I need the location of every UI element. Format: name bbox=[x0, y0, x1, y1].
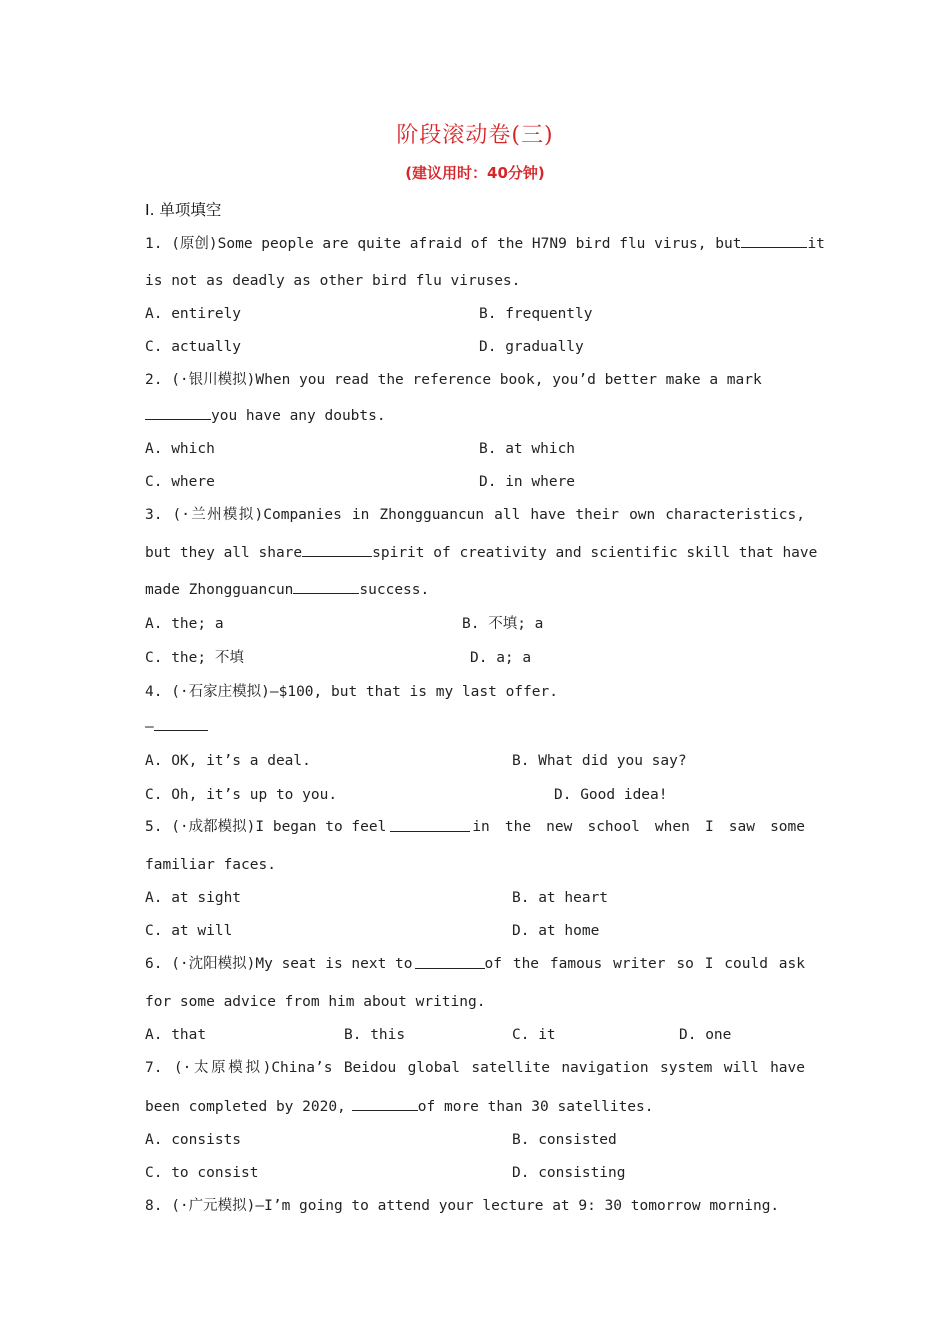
option-b: B. this bbox=[344, 1027, 406, 1043]
option-c: C. it bbox=[512, 1027, 556, 1043]
question-text: but they all share bbox=[145, 545, 303, 561]
question-6-line-1 bbox=[145, 954, 805, 974]
option-b: B. at heart bbox=[512, 890, 609, 906]
option-d: D. a; a bbox=[470, 650, 532, 666]
question-7-line-1: 7. (·太原模拟)China’s Beidou global satellite navigation system will have bbox=[145, 1060, 805, 1076]
answer-blank bbox=[145, 405, 211, 420]
option-d: D. at home bbox=[512, 923, 600, 939]
option-a: A. at sight bbox=[145, 890, 242, 906]
question-4-line-1: 4. (·石家庄模拟)—$100, but that is my last offer. bbox=[145, 684, 558, 700]
question-text: 6. (·沈阳模拟)My seat is next to bbox=[145, 956, 413, 972]
option-b: B. What did you say? bbox=[512, 753, 687, 769]
question-8-line-1: 8. (·广元模拟)—I’m going to attend your lecture at 9: 30 tomorrow morning. bbox=[145, 1198, 780, 1214]
answer-blank bbox=[293, 579, 359, 594]
option-b: B. at which bbox=[479, 441, 576, 457]
question-text: in the new school when I saw some bbox=[472, 819, 805, 835]
option-c: C. where bbox=[145, 474, 215, 490]
option-a: A. OK, it’s a deal. bbox=[145, 753, 311, 769]
question-5-line-2: familiar faces. bbox=[145, 857, 276, 873]
answer-blank bbox=[302, 542, 372, 557]
question-text: been completed by 2020, bbox=[145, 1099, 346, 1115]
question-7-line-2 bbox=[145, 1096, 805, 1117]
page-title: 阶段滚动卷(三) bbox=[396, 123, 554, 148]
option-a: A. entirely bbox=[145, 306, 242, 322]
question-1-line-1 bbox=[145, 233, 825, 254]
option-c: C. the; 不填 bbox=[145, 650, 244, 666]
answer-blank bbox=[415, 954, 485, 969]
option-c: C. to consist bbox=[145, 1165, 259, 1181]
question-text: 5. (·成都模拟)I began to feel bbox=[145, 819, 387, 835]
option-c: C. at will bbox=[145, 923, 233, 939]
option-a: A. consists bbox=[145, 1132, 242, 1148]
section-heading: Ⅰ. 单项填空 bbox=[145, 201, 222, 219]
question-text: you have any doubts. bbox=[211, 408, 386, 424]
option-d: D. gradually bbox=[479, 339, 584, 355]
question-1-line-2: is not as deadly as other bird flu viruses. bbox=[145, 273, 521, 289]
question-text: — bbox=[145, 719, 154, 735]
answer-blank bbox=[741, 233, 807, 248]
option-b: B. consisted bbox=[512, 1132, 617, 1148]
question-2-line-1: 2. (·银川模拟)When you read the reference book, you’d better make a mark bbox=[145, 372, 762, 388]
question-text: of the famous writer so I could ask bbox=[484, 956, 805, 972]
question-text: 1. (原创)Some people are quite afraid of the H7N9 bird flu virus, but bbox=[145, 236, 742, 252]
question-3-line-2 bbox=[145, 542, 818, 563]
question-3-line-3 bbox=[145, 579, 805, 600]
option-d: D. one bbox=[679, 1027, 732, 1043]
question-text: of more than 30 satellites. bbox=[417, 1099, 654, 1115]
option-d: D. consisting bbox=[512, 1165, 626, 1181]
option-c: C. Oh, it’s up to you. bbox=[145, 787, 338, 803]
option-b: B. 不填; a bbox=[462, 616, 544, 632]
option-c: C. actually bbox=[145, 339, 242, 355]
question-4-line-2 bbox=[145, 716, 805, 737]
option-a: A. that bbox=[145, 1027, 207, 1043]
option-d: D. in where bbox=[479, 474, 576, 490]
option-a: A. which bbox=[145, 441, 215, 457]
question-5-line-1 bbox=[145, 817, 805, 837]
answer-blank bbox=[154, 716, 208, 731]
answer-blank bbox=[352, 1096, 418, 1111]
option-d: D. Good idea! bbox=[554, 787, 668, 803]
page-subtitle: (建议用时：40分钟) bbox=[405, 164, 545, 182]
question-2-line-2 bbox=[145, 405, 805, 426]
option-a: A. the; a bbox=[145, 616, 224, 632]
question-text: spirit of creativity and scientific skill that have bbox=[372, 545, 818, 561]
question-text: made Zhongguancun bbox=[145, 582, 294, 598]
question-text: it bbox=[807, 236, 825, 252]
question-text: success. bbox=[359, 582, 430, 598]
question-3-line-1: 3. (·兰州模拟)Companies in Zhongguancun all have their own characteristics, bbox=[145, 507, 805, 523]
question-6-line-2: for some advice from him about writing. bbox=[145, 994, 486, 1010]
option-b: B. frequently bbox=[479, 306, 593, 322]
answer-blank bbox=[390, 817, 470, 832]
